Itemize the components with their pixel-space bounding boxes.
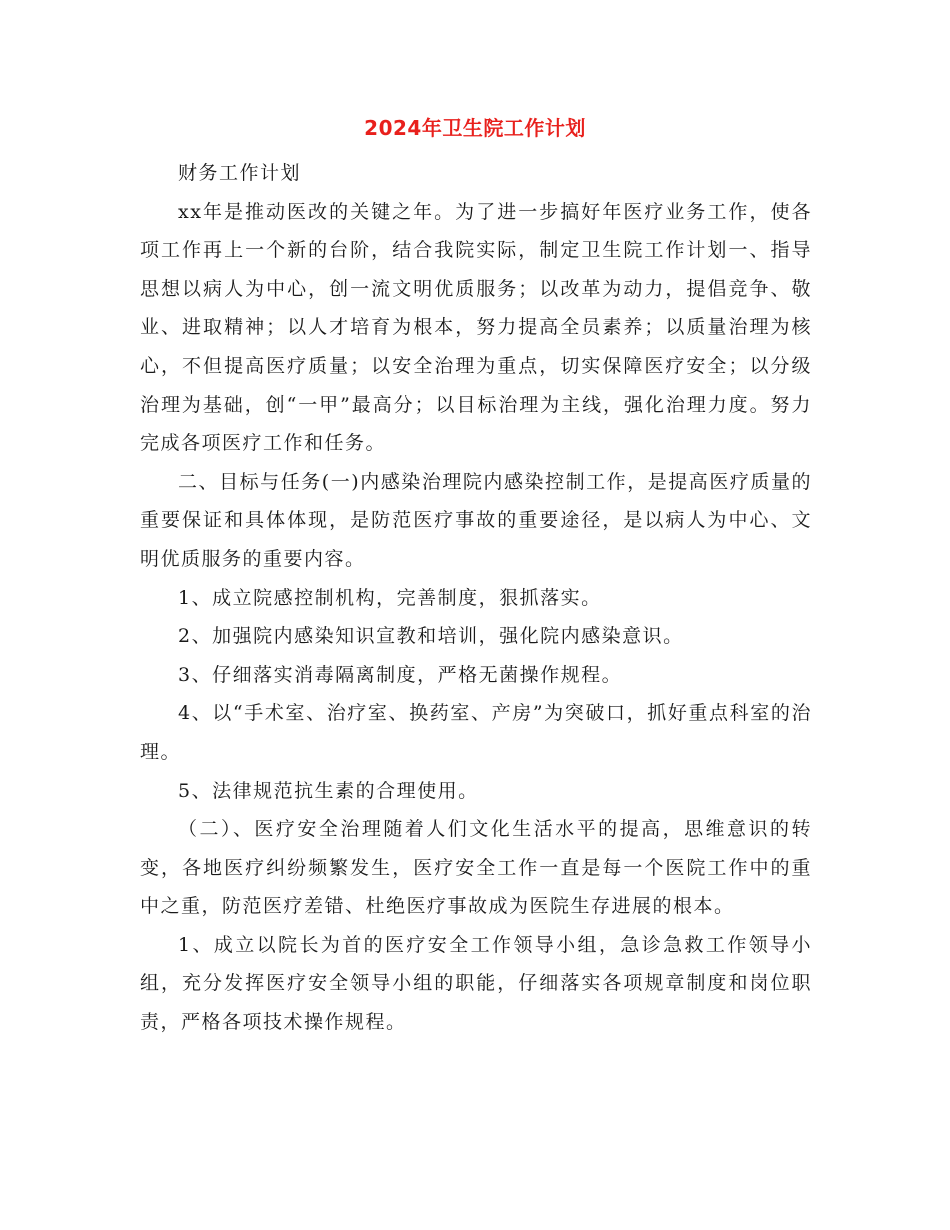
list-item: 1、成立院感控制机构，完善制度，狠抓落实。 [178, 586, 602, 609]
document-title: 2024年卫生院工作计划 [364, 116, 586, 140]
list-item: 4、以“手术室、治疗室、换药室、产房”为突破口，抓好重点科室的治理。 [140, 702, 812, 763]
list-item: 5、法律规范抗生素的合理使用。 [178, 779, 479, 802]
document-body [140, 154, 812, 1042]
paragraph-guiding-ideology: xx年是推动医改的关键之年。为了进一步搞好年医疗业务工作，使各项工作再上一个新的台阶，结合我院实际，制定卫生院工作计划一、指导思想以病人为中心，创一流文明优质服务；以改革为动力，提倡竞争、敬业、进取精神；以人才培育为根本，努力提高全员素养；以质量治理为核心，不但提高医疗质量；以安全治理为重点，切实保障医疗安全；以分级治理为基础，创“一甲”最高分；以目标治理为主线，强化治理力度。努力完成各项医疗工作和任务。 [140, 200, 812, 455]
list-item: 3、仔细落实消毒隔离制度，严格无菌操作规程。 [178, 663, 623, 686]
list-item: 1、成立以院长为首的医疗安全工作领导小组，急诊急救工作领导小组，充分发挥医疗安全领导小组的职能，仔细落实各项规章制度和岗位职责，严格各项技术操作规程。 [140, 933, 812, 1034]
paragraph-heading: 财务工作计划 [178, 162, 302, 184]
paragraph-goals-tasks: 二、目标与任务(一)内感染治理院内感染控制工作，是提高医疗质量的重要保证和具体体现，是防范医疗事故的重要途径，是以病人为中心、文明优质服务的重要内容。 [140, 470, 812, 570]
list-item: 2、加强院内感染知识宣教和培训，强化院内感染意识。 [178, 625, 684, 648]
paragraph-medical-safety: （二）、医疗安全治理随着人们文化生活水平的提高，思维意识的转变，各地医疗纠纷频繁发生，医疗安全工作一直是每一个医院工作中的重中之重，防范医疗差错、杜绝医疗事故成为医院生存进展的根本。 [140, 818, 812, 918]
